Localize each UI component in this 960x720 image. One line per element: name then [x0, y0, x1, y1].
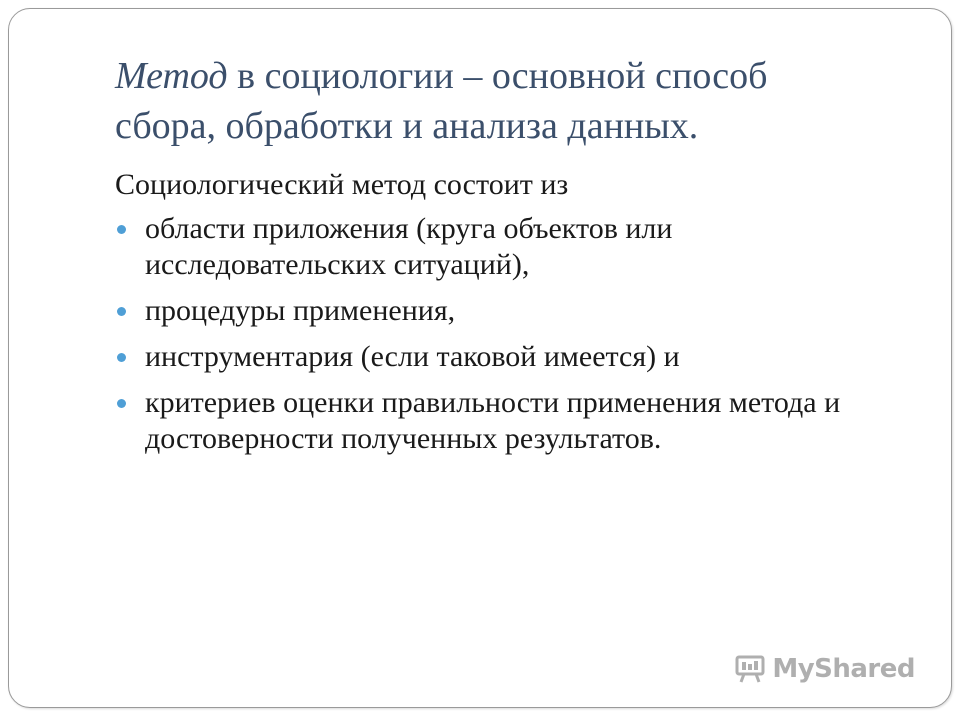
bullet-item: [115, 293, 875, 329]
bullet-list: [115, 211, 875, 467]
myshared-watermark: [734, 653, 915, 685]
bullet-dot-icon: [117, 353, 126, 362]
bullet-dot-icon: [117, 225, 126, 234]
slide-title: [115, 51, 875, 151]
title-text: в социологии – основной способ сбора, обработки и анализа данных.: [115, 55, 768, 147]
bullet-item: [115, 211, 875, 283]
bullet-item: [115, 385, 875, 457]
bullet-text: инструментария (если таковой имеется) и: [145, 340, 680, 373]
bullet-text: области приложения (круга объектов или исследовательских ситуаций),: [145, 212, 673, 281]
watermark-text: MyShared: [772, 654, 915, 684]
intro-text: Социологический метод состоит из: [115, 168, 569, 201]
title-emphasis: Метод: [115, 55, 228, 97]
presentation-board-icon: [734, 653, 766, 685]
bullet-text: критериев оценки правильности применения метода и достоверности полученных результатов.: [145, 386, 841, 455]
bullet-item: [115, 339, 875, 375]
slide-frame: [8, 8, 952, 708]
bullet-dot-icon: [117, 399, 126, 408]
bullet-text: процедуры применения,: [145, 294, 456, 327]
bullet-dot-icon: [117, 307, 126, 316]
